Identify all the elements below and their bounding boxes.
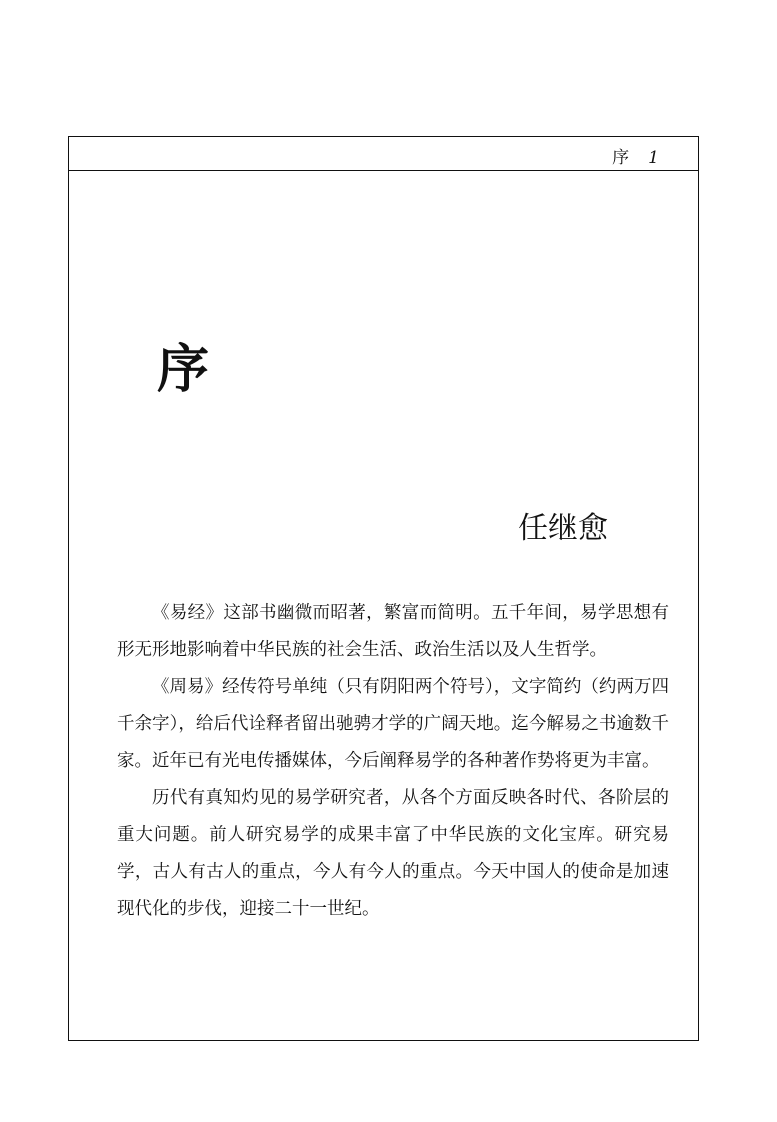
chapter-title: 序 [157, 339, 210, 400]
page-number: 1 [648, 148, 660, 168]
body-text [117, 595, 669, 928]
header-rule [69, 170, 698, 171]
paragraph: 《易经》这部书幽微而昭著，繁富而简明。五千年间，易学思想有形无形地影响着中华民族的社会生活、政治生活以及人生哲学。 [117, 603, 669, 660]
author-name: 任继愈 [518, 511, 608, 546]
running-head-label: 序 [612, 148, 631, 168]
paragraph: 历代有真知灼见的易学研究者，从各个方面反映各时代、各阶层的重大问题。前人研究易学的成果丰富了中华民族的文化宝库。研究易学，古人有古人的重点，今人有今人的重点。今天中国人的使命是加速现代化的步伐，迎接二十一世纪。 [117, 788, 669, 919]
running-head [612, 143, 660, 168]
page-frame [68, 136, 699, 1041]
paragraph: 《周易》经传符号单纯（只有阴阳两个符号），文字简约（约两万四千余字），给后代诠释者留出驰骋才学的广阔天地。迄今解易之书逾数千家。近年已有光电传播媒体，今后阐释易学的各种著作势将更为丰富。 [117, 677, 669, 771]
